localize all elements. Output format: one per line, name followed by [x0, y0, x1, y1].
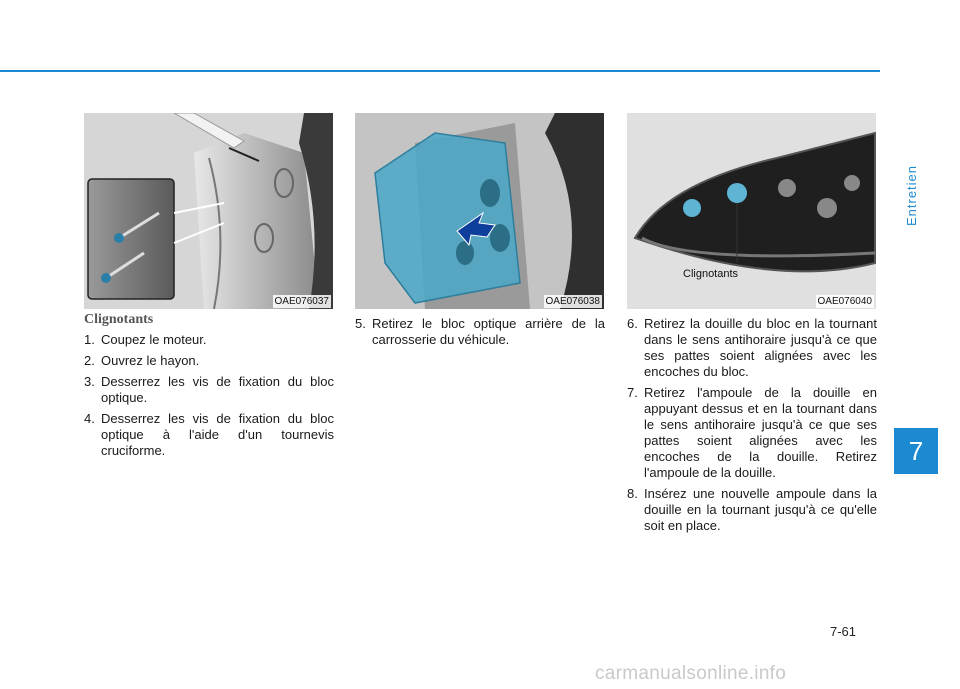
- step-item: 2. Ouvrez le hayon.: [84, 353, 200, 368]
- text-column-right: [627, 316, 877, 539]
- page-number: 7-61: [830, 624, 857, 639]
- step-item: 5. Retirez le bloc optique arrière de la carrosserie du véhicule.: [355, 316, 605, 347]
- figure-lamp-back: [627, 113, 876, 309]
- step-item: 4. Desserrez les vis de fixation du bloc optique à l'aide d'un tournevis cruciforme.: [84, 411, 334, 458]
- step-item: 3. Desserrez les vis de fixation du bloc optique.: [84, 374, 334, 405]
- section-heading: Clignotants: [84, 312, 154, 327]
- figure-caption: Clignotants: [683, 268, 739, 280]
- step-item: 6. Retirez la douille du bloc en la tournant dans le sens antihoraire jusqu'à ce que ses pattes soient alignées avec les encoches du bloc.: [627, 316, 877, 379]
- illustration-lamp-bulbs: [627, 113, 876, 309]
- illustration-trunk-screws: [84, 113, 333, 309]
- text-column-left: [84, 312, 334, 464]
- watermark: carmanualsonline.info: [595, 663, 787, 684]
- step-item: 7. Retirez l'ampoule de la douille en appuyant dessus et en la tournant dans le sens antihoraire jusqu'à ce que ses pattes soient alignées avec les encoches de la douille. Retirez l'ampoule de la douille.: [627, 385, 877, 480]
- figure-code: OAE076040: [817, 296, 872, 307]
- chapter-number: 7: [908, 435, 924, 466]
- figure-code: OAE076038: [545, 296, 600, 307]
- header-rule: [0, 70, 880, 72]
- step-item: 1. Coupez le moteur.: [84, 332, 207, 347]
- chapter-tab[interactable]: [894, 428, 938, 474]
- step-item: 8. Insérez une nouvelle ampoule dans la douille en la tournant jusqu'à ce qu'elle soit en place.: [627, 486, 877, 533]
- section-label: Entretien: [904, 164, 920, 226]
- illustration-lamp-removal: [355, 113, 604, 309]
- figure-remove-lamp: [355, 113, 604, 309]
- figure-code: OAE076037: [274, 296, 329, 307]
- figure-tail-lamp-screws: [84, 113, 333, 309]
- text-column-middle: [355, 316, 605, 353]
